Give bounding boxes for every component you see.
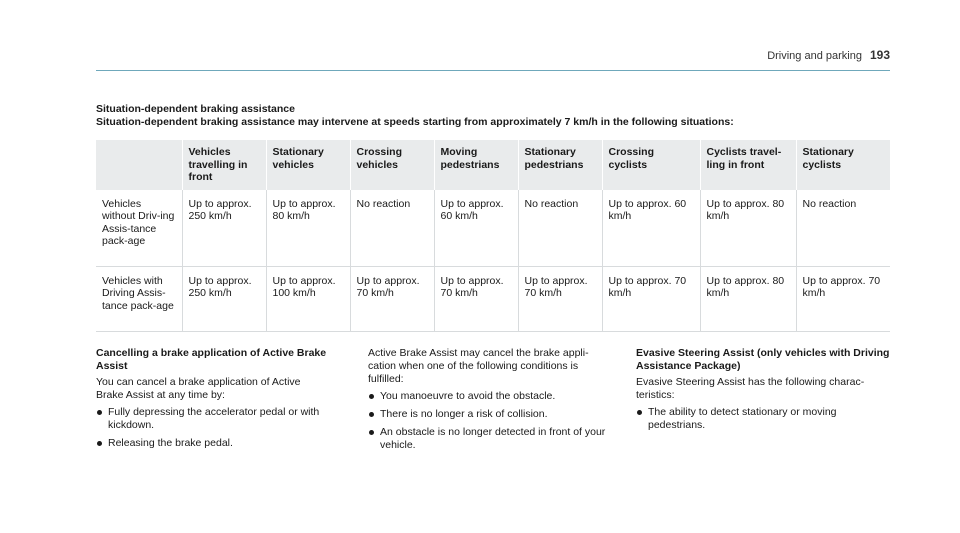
header-cell: Vehicles travelling in front	[182, 140, 266, 190]
header-cell	[96, 140, 182, 190]
table-cell: Up to approx. 70 km/h	[350, 266, 434, 331]
list-item: An obstacle is no longer detected in front of your vehicle.	[368, 426, 608, 452]
cancel-section	[96, 347, 328, 455]
cancel-heading: Cancelling a brake application of Active Brake Assist	[96, 347, 327, 372]
header-cell: Moving pedestrians	[434, 140, 518, 190]
table-cell: Up to approx. 80 km/h	[700, 190, 796, 267]
list-item: You manoeuvre to avoid the obstacle.	[368, 390, 608, 403]
title-line-2: Situation-dependent braking assistance may intervene at speeds starting from approximately 7 km/h in the following situations:	[96, 116, 734, 128]
header-cell: Crossing cyclists	[602, 140, 700, 190]
table-cell: Up to approx. 70 km/h	[602, 266, 700, 331]
cancel-list	[96, 406, 328, 450]
table-cell: Up to approx. 60 km/h	[434, 190, 518, 267]
table-cell: No reaction	[350, 190, 434, 267]
table-cell: Up to approx. 80 km/h	[700, 266, 796, 331]
evasive-heading: Evasive Steering Assist (only vehicles with Driving Assistance Package)	[636, 347, 890, 372]
header-cell: Stationary cyclists	[796, 140, 890, 190]
header-cell: Stationary pedestrians	[518, 140, 602, 190]
conditions-list	[368, 390, 608, 452]
evasive-intro: Evasive Steering Assist has the following charac-teristics:	[636, 376, 865, 401]
header-cell: Cyclists travel-ling in front	[700, 140, 796, 190]
table-header-row	[96, 140, 890, 190]
list-item: There is no longer a risk of collision.	[368, 408, 608, 421]
conditions-section	[368, 347, 608, 457]
list-item: Releasing the brake pedal.	[96, 437, 328, 450]
table-cell: Up to approx. 80 km/h	[266, 190, 350, 267]
evasive-list	[636, 406, 896, 432]
table-row	[96, 266, 890, 331]
table-cell: Up to approx. 250 km/h	[182, 190, 266, 267]
header-rule	[96, 70, 890, 71]
header-cell: Crossing vehicles	[350, 140, 434, 190]
table-cell: Up to approx. 70 km/h	[796, 266, 890, 331]
table-cell: Up to approx. 70 km/h	[518, 266, 602, 331]
section-name: Driving and parking	[767, 50, 862, 62]
running-header	[767, 48, 890, 62]
table-cell: Up to approx. 100 km/h	[266, 266, 350, 331]
header-cell: Stationary vehicles	[266, 140, 350, 190]
page-number: 193	[869, 48, 890, 62]
table-cell: Up to approx. 60 km/h	[602, 190, 700, 267]
title-line-1: Situation-dependent braking assistance	[96, 103, 295, 115]
table-cell: No reaction	[796, 190, 890, 267]
conditions-intro: Active Brake Assist may cancel the brake appli-cation when one of the following conditions is fulfilled:	[368, 347, 589, 385]
table-cell: Up to approx. 70 km/h	[434, 266, 518, 331]
table-cell: Vehicles without Driv-ing Assis-tance pack-age	[96, 190, 182, 267]
table-row	[96, 190, 890, 267]
table-cell: Vehicles with Driving Assis-tance pack-age	[96, 266, 182, 331]
table-cell: No reaction	[518, 190, 602, 267]
table-cell: Up to approx. 250 km/h	[182, 266, 266, 331]
cancel-intro: You can cancel a brake application of Active Brake Assist at any time by:	[96, 376, 301, 401]
evasive-section	[636, 347, 896, 437]
list-item: The ability to detect stationary or moving pedestrians.	[636, 406, 896, 432]
list-item: Fully depressing the accelerator pedal or with kickdown.	[96, 406, 328, 432]
section-title	[96, 103, 896, 129]
braking-table	[96, 140, 890, 332]
